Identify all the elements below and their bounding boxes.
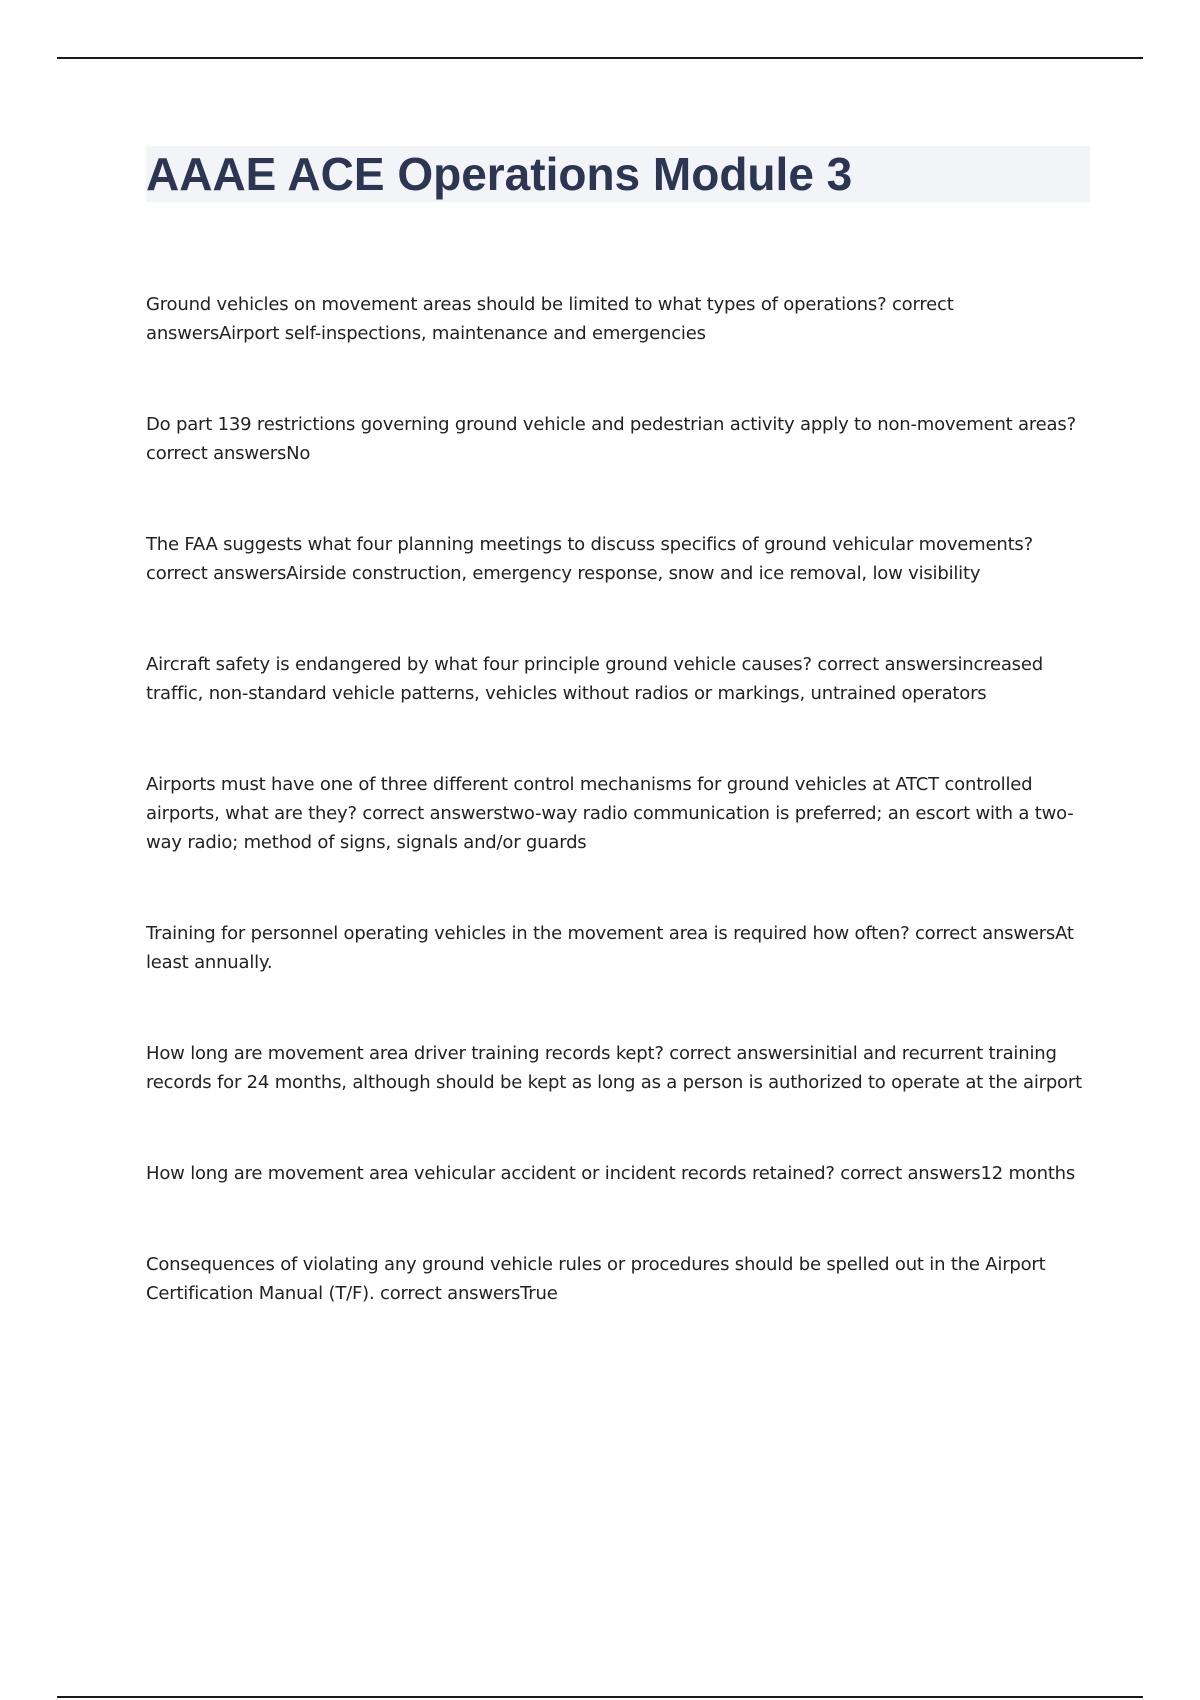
qa-item: How long are movement area driver training records kept? correct answersinitial and recurrent training records for 24 months, although should be kept as long as a person is authorized to operate at the airport: [146, 1043, 1082, 1093]
qa-item: Airports must have one of three different control mechanisms for ground vehicles at ATCT controlled airports, what are they? correct answerstwo-way radio communication is preferred; an escort with a two-way radio; method of signs, signals and/or guards: [146, 774, 1074, 853]
qa-item: Do part 139 restrictions governing ground vehicle and pedestrian activity apply to non-movement areas? correct answersNo: [146, 414, 1076, 464]
qa-item: Ground vehicles on movement areas should be limited to what types of operations? correct answersAirport self-inspections, maintenance and emergencies: [146, 294, 954, 344]
qa-item: How long are movement area vehicular accident or incident records retained? correct answers12 months: [146, 1163, 1076, 1184]
qa-item: Training for personnel operating vehicles in the movement area is required how often? correct answersAt least annually.: [146, 923, 1074, 973]
top-rule: [57, 57, 1143, 59]
qa-item: Consequences of violating any ground vehicle rules or procedures should be spelled out in the Airport Certification Manual (T/F). correct answersTrue: [146, 1254, 1046, 1304]
qa-list: [146, 290, 1091, 1370]
qa-item: The FAA suggests what four planning meetings to discuss specifics of ground vehicular movements? correct answersAirside construction, emergency response, snow and ice removal, low visibility: [146, 534, 1033, 584]
page-title: AAAE ACE Operations Module 3: [146, 148, 853, 200]
bottom-rule: [57, 1696, 1143, 1698]
qa-item: Aircraft safety is endangered by what four principle ground vehicle causes? correct answersincreased traffic, non-standard vehicle patterns, vehicles without radios or markings, untrained operators: [146, 654, 1043, 704]
